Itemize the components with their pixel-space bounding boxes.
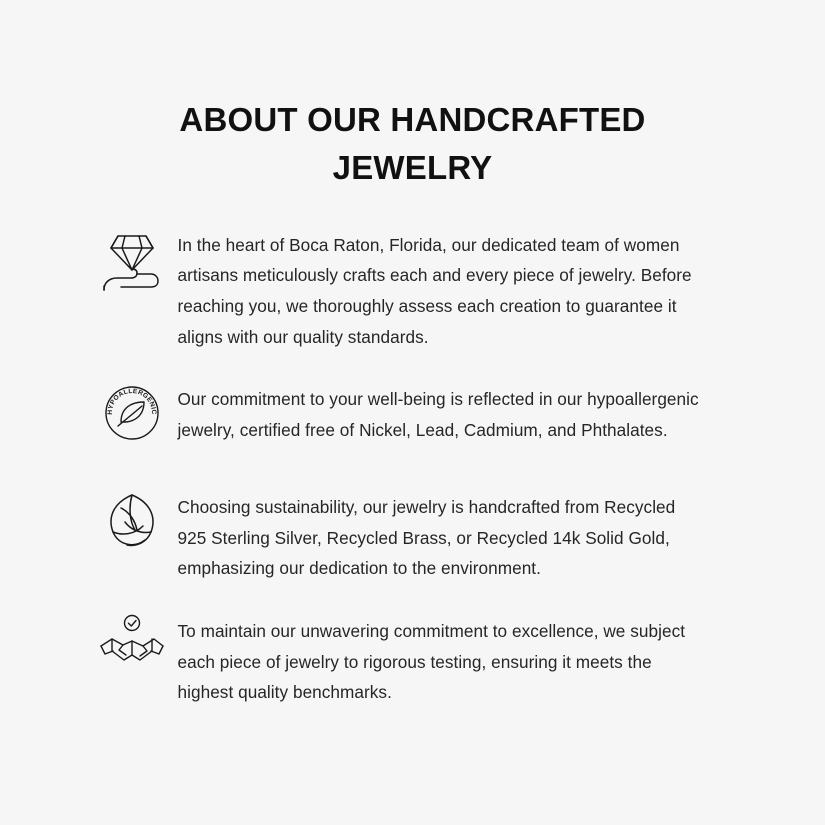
feature-list	[86, 226, 758, 708]
svg-text:HYPOALLERGENIC: HYPOALLERGENIC	[106, 388, 157, 415]
list-item	[86, 488, 758, 584]
recycled-leaves-icon	[86, 488, 178, 568]
feature-text: To maintain our unwavering commitment to excellence, we subject each piece of jewelry to rigorous testing, ensuring it meets the highest quality benchmarks.	[177, 620, 686, 703]
feature-text: Our commitment to your well-being is reflected in our hypoallergenic jewelry, certified free of Nickel, Lead, Cadmium, and Phthalates.	[177, 389, 699, 440]
feature-text: In the heart of Boca Raton, Florida, our dedicated team of women artisans meticulously crafts each and every piece of jewelry. Before reaching you, we thoroughly assess each creation to guarantee it aligns with our quality standards.	[177, 234, 692, 347]
feature-text: Choosing sustainability, our jewelry is handcrafted from Recycled 925 Sterling Silver, Recycled Brass, or Recycled 14k Solid Gold, emphasizing our dedication to the environment.	[177, 497, 676, 579]
hypoallergenic-leaf-badge-icon	[86, 380, 178, 460]
list-item	[86, 226, 758, 352]
list-item	[86, 380, 758, 460]
diamond-in-hand-icon	[86, 226, 178, 306]
handshake-check-icon	[86, 612, 178, 692]
page-title: ABOUT OUR HANDCRAFTED JEWELRY	[179, 101, 646, 186]
list-item	[86, 612, 758, 708]
